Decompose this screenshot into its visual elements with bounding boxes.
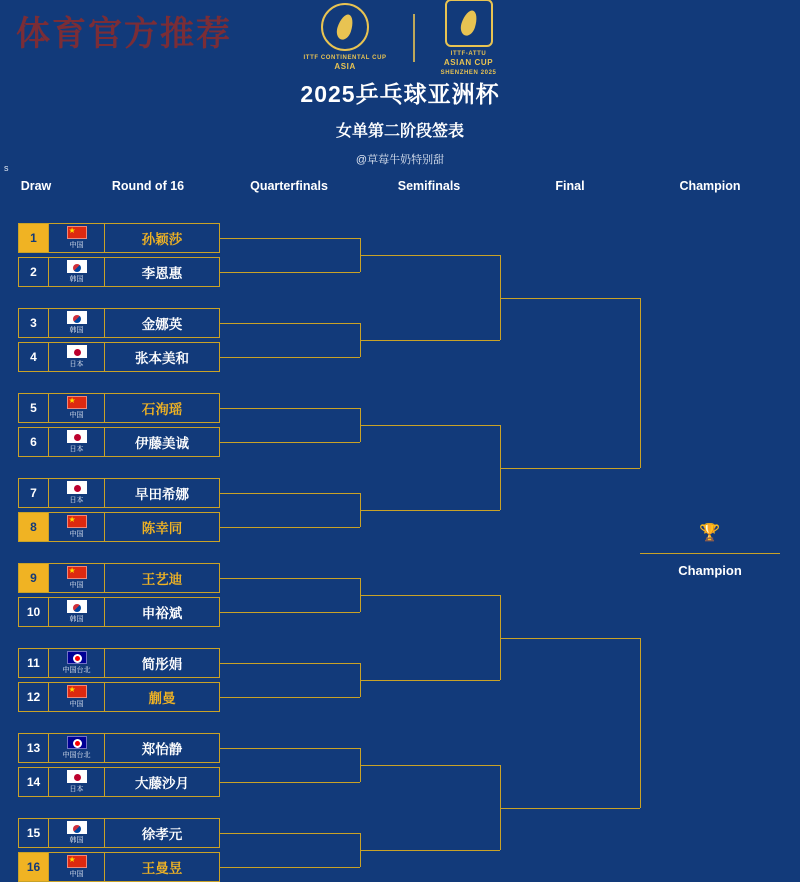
flag-label: 中国 — [69, 242, 84, 249]
bracket-slot[interactable] — [18, 223, 220, 253]
connector-line — [220, 272, 360, 273]
bracket-slot[interactable] — [18, 767, 220, 797]
flag-label: 韩国 — [69, 327, 84, 334]
flag-tpe-icon — [67, 651, 87, 664]
asian-cup-line3: SHENZHEN 2025 — [440, 69, 497, 76]
seed-number: 9 — [19, 564, 49, 592]
player-name: 大藤沙月 — [135, 776, 189, 791]
bracket-slot[interactable] — [18, 342, 220, 372]
seed-number: 11 — [19, 649, 49, 677]
continental-cup-mark-icon — [321, 3, 369, 51]
connector-line — [360, 765, 500, 766]
flag-cell — [49, 734, 105, 762]
seed-number: 16 — [19, 853, 49, 881]
flag-jp-icon — [67, 770, 87, 783]
seed-number: 2 — [19, 258, 49, 286]
player-name: 石洵瑶 — [141, 402, 183, 417]
bracket-slot[interactable] — [18, 597, 220, 627]
seed-number: 14 — [19, 768, 49, 796]
flag-label: 中国台北 — [62, 667, 91, 674]
flag-tpe-icon — [67, 736, 87, 749]
connector-line — [640, 638, 641, 808]
column-header-3: Semifinals — [397, 179, 461, 193]
flag-cell — [49, 598, 105, 626]
trophy-icon: 🏆 — [699, 522, 721, 542]
connector-line — [220, 663, 360, 664]
continental-cup-line2: ASIA — [334, 62, 356, 72]
bracket-slot[interactable] — [18, 427, 220, 457]
connector-line — [220, 323, 360, 324]
bracket-slot[interactable] — [18, 818, 220, 848]
bracket-slot[interactable] — [18, 852, 220, 882]
connector-line — [220, 357, 360, 358]
flag-cn-icon — [67, 566, 87, 579]
column-header-5: Champion — [679, 179, 741, 193]
flag-label: 日本 — [69, 786, 84, 793]
player-name: 伊藤美诚 — [135, 436, 189, 451]
player-name: 蒯曼 — [148, 691, 176, 706]
flag-label: 中国台北 — [62, 752, 91, 759]
flag-kr-icon — [67, 821, 87, 834]
connector-line — [220, 867, 360, 868]
flag-jp-icon — [67, 345, 87, 358]
flag-cell — [49, 683, 105, 711]
connector-line — [360, 425, 500, 426]
ittf-continental-cup-logo — [304, 3, 387, 73]
seed-number: 12 — [19, 683, 49, 711]
flag-cell — [49, 853, 105, 881]
player-name: 孙颖莎 — [141, 232, 183, 247]
bracket-slot[interactable] — [18, 393, 220, 423]
continental-cup-line1: ITTF CONTINENTAL CUP — [303, 55, 387, 62]
connector-line — [220, 442, 360, 443]
flag-label: 中国 — [69, 412, 84, 419]
flag-kr-icon — [67, 600, 87, 613]
flag-label: 日本 — [69, 446, 84, 453]
bracket-slot[interactable] — [18, 563, 220, 593]
flag-label: 韩国 — [69, 616, 84, 623]
flag-label: 日本 — [69, 361, 84, 368]
connector-line — [360, 340, 500, 341]
asian-cup-mark-icon — [445, 0, 493, 47]
bracket-slot[interactable] — [18, 257, 220, 287]
column-header-2: Quarterfinals — [250, 179, 328, 193]
flag-label: 韩国 — [69, 837, 84, 844]
flag-kr-icon — [67, 311, 87, 324]
asian-cup-caption — [441, 50, 497, 77]
flag-cell — [49, 394, 105, 422]
player-name: 早田希娜 — [135, 487, 189, 502]
connector-line — [220, 493, 360, 494]
bracket-slot[interactable] — [18, 648, 220, 678]
seed-number: 8 — [19, 513, 49, 541]
column-header-1: Round of 16 — [111, 179, 185, 193]
seed-number: 7 — [19, 479, 49, 507]
flag-cell — [49, 428, 105, 456]
seed-number: 6 — [19, 428, 49, 456]
connector-line — [360, 595, 500, 596]
seed-number: 3 — [19, 309, 49, 337]
connector-line — [220, 578, 360, 579]
flag-cn-icon — [67, 515, 87, 528]
champion-label: Champion — [678, 562, 742, 578]
seed-number: 13 — [19, 734, 49, 762]
seed-number: 4 — [19, 343, 49, 371]
flag-jp-icon — [67, 481, 87, 494]
flag-label: 韩国 — [69, 276, 84, 283]
flag-cn-icon — [67, 685, 87, 698]
logo-divider — [413, 14, 415, 62]
column-headers — [0, 179, 800, 201]
player-name: 李恩惠 — [141, 266, 183, 281]
flag-cell — [49, 564, 105, 592]
column-header-4: Final — [555, 179, 585, 193]
connector-line — [640, 553, 780, 554]
bracket-slot[interactable] — [18, 478, 220, 508]
flag-cell — [49, 479, 105, 507]
bracket-slot[interactable] — [18, 682, 220, 712]
connector-line — [220, 833, 360, 834]
flag-cell — [49, 768, 105, 796]
flag-cn-icon — [67, 396, 87, 409]
bracket-slot[interactable] — [18, 733, 220, 763]
flag-cell — [49, 309, 105, 337]
flag-cell — [49, 343, 105, 371]
flag-label: 中国 — [69, 701, 84, 708]
bracket-slot[interactable] — [18, 512, 220, 542]
connector-line — [220, 697, 360, 698]
connector-line — [220, 238, 360, 239]
asian-cup-line1: ITTF-ATTU — [450, 51, 487, 58]
corner-mark: s — [4, 163, 9, 173]
player-name: 陈幸同 — [141, 521, 183, 536]
player-name: 王曼昱 — [141, 861, 183, 876]
page-title: 2025乒乓球亚洲杯 — [300, 81, 500, 107]
flag-cn-icon — [67, 226, 87, 239]
seed-number: 1 — [19, 224, 49, 252]
flag-cell — [49, 224, 105, 252]
flag-cn-icon — [67, 855, 87, 868]
connector-line — [360, 850, 500, 851]
credit-text: @草莓牛奶特别甜 — [355, 154, 445, 166]
flag-cell — [49, 513, 105, 541]
seed-number: 5 — [19, 394, 49, 422]
connector-line — [220, 408, 360, 409]
watermark-text: 体育官方推荐 — [16, 14, 232, 54]
bracket-slot[interactable] — [18, 308, 220, 338]
player-name: 简彤娟 — [141, 657, 183, 672]
player-name: 郑怡静 — [141, 742, 183, 757]
connector-line — [360, 255, 500, 256]
flag-jp-icon — [67, 430, 87, 443]
connector-line — [500, 298, 640, 299]
connector-line — [500, 468, 640, 469]
page-subtitle: 女单第二阶段签表 — [335, 123, 464, 140]
seed-number: 15 — [19, 819, 49, 847]
flag-label: 中国 — [69, 582, 84, 589]
flag-cell — [49, 649, 105, 677]
player-name: 徐孝元 — [141, 827, 183, 842]
asian-cup-logo — [441, 0, 497, 77]
flag-kr-icon — [67, 260, 87, 273]
flag-label: 中国 — [69, 531, 84, 538]
continental-cup-caption — [304, 54, 387, 73]
seed-number: 10 — [19, 598, 49, 626]
connector-line — [220, 748, 360, 749]
flag-cell — [49, 819, 105, 847]
connector-line — [220, 782, 360, 783]
player-name: 张本美和 — [135, 351, 189, 366]
connector-line — [500, 638, 640, 639]
flag-cell — [49, 258, 105, 286]
connector-line — [500, 808, 640, 809]
player-name: 金娜英 — [141, 317, 183, 332]
bracket-diagram — [0, 201, 800, 878]
flag-label: 日本 — [69, 497, 84, 504]
asian-cup-line2: ASIAN CUP — [443, 58, 494, 68]
flag-label: 中国 — [69, 871, 84, 878]
connector-line — [360, 680, 500, 681]
connector-line — [360, 510, 500, 511]
player-name: 王艺迪 — [141, 572, 183, 587]
column-header-0: Draw — [20, 179, 52, 193]
connector-line — [220, 612, 360, 613]
player-name: 申裕斌 — [141, 606, 183, 621]
connector-line — [640, 298, 641, 468]
connector-line — [220, 527, 360, 528]
